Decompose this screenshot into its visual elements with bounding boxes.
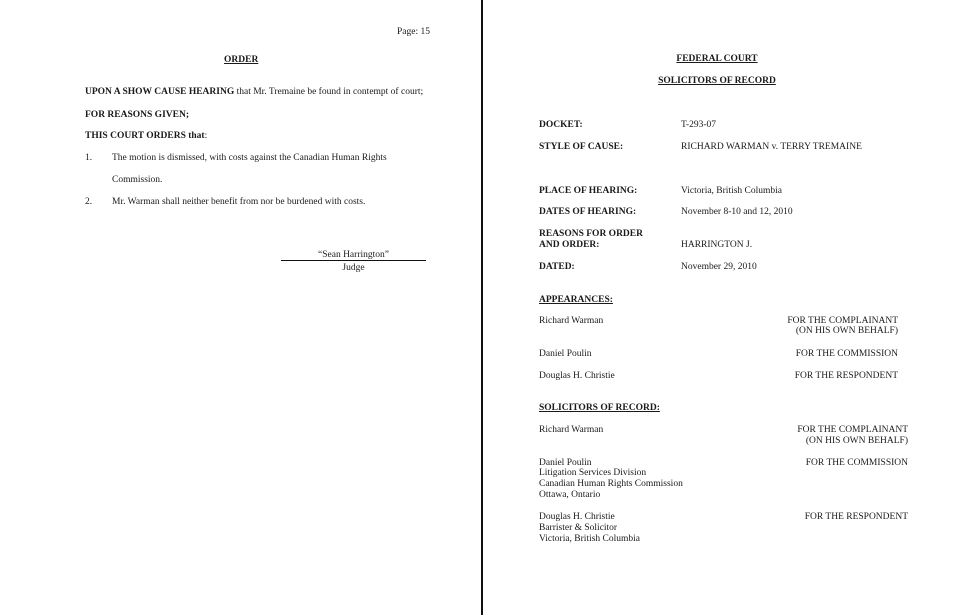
dated-value: November 29, 2010 — [681, 262, 757, 272]
place-label: PLACE OF HEARING: — [539, 186, 638, 196]
show-cause-line — [85, 87, 423, 97]
order-item-text: The motion is dismissed, with costs against the Canadian Human Rights — [112, 153, 387, 163]
docket-value: T-293-07 — [681, 120, 717, 130]
court-orders-bold: THIS COURT ORDERS that — [85, 131, 205, 141]
appearances-heading: APPEARANCES: — [539, 295, 613, 305]
appearance-role: FOR THE RESPONDENT — [794, 371, 898, 381]
reasons-given: FOR REASONS GIVEN; — [85, 110, 189, 120]
court-orders-line — [85, 131, 207, 141]
signature-line — [281, 260, 426, 261]
solicitor-line: Victoria, British Columbia — [539, 534, 641, 544]
solicitor-role-cont: (ON HIS OWN BEHALF) — [805, 436, 908, 446]
show-cause-rest: that Mr. Tremaine be found in contempt of court; — [234, 87, 424, 97]
reasons-label: REASONS FOR ORDER — [539, 229, 643, 239]
court-heading: FEDERAL COURT — [676, 54, 758, 64]
appearance-name: Daniel Poulin — [539, 349, 592, 359]
appearance-role-cont: (ON HIS OWN BEHALF) — [795, 326, 898, 336]
appearance-role: FOR THE COMMISSION — [795, 349, 898, 359]
solicitor-line: Ottawa, Ontario — [539, 490, 601, 500]
page-number: Page: 15 — [397, 27, 430, 37]
style-value: RICHARD WARMAN v. TERRY TREMAINE — [681, 142, 862, 152]
place-value: Victoria, British Columbia — [681, 186, 783, 196]
solicitor-line: Richard Warman — [539, 425, 604, 435]
solicitor-line: Canadian Human Rights Commission — [539, 479, 683, 489]
solicitor-line: Barrister & Solicitor — [539, 523, 618, 533]
docket-label: DOCKET: — [539, 120, 583, 130]
appearance-name: Richard Warman — [539, 316, 604, 326]
court-orders-colon: : — [204, 131, 208, 141]
solicitor-line: Daniel Poulin — [539, 458, 592, 468]
style-label: STYLE OF CAUSE: — [539, 142, 624, 152]
solicitors-title: SOLICITORS OF RECORD — [658, 76, 776, 86]
reasons-value: HARRINGTON J. — [681, 240, 753, 250]
judge-title: Judge — [342, 263, 365, 273]
solicitor-line: Douglas H. Christie — [539, 512, 615, 522]
appearance-role: FOR THE COMPLAINANT — [787, 316, 898, 326]
solicitors-heading: SOLICITORS OF RECORD: — [539, 403, 660, 413]
order-item-number: 1. — [85, 153, 93, 163]
order-item-number: 2. — [85, 197, 93, 207]
order-heading: ORDER — [224, 55, 259, 65]
page-divider — [481, 0, 483, 615]
reasons-label-cont: AND ORDER: — [539, 240, 600, 250]
solicitor-line: Litigation Services Division — [539, 468, 647, 478]
judge-signature: “Sean Harrington” — [318, 250, 389, 260]
solicitor-role: FOR THE COMMISSION — [805, 458, 908, 468]
order-item-text: Mr. Warman shall neither benefit from nor be burdened with costs. — [112, 197, 366, 207]
appearance-name: Douglas H. Christie — [539, 371, 615, 381]
show-cause-bold: UPON A SHOW CAUSE HEARING — [85, 87, 235, 97]
solicitor-role: FOR THE COMPLAINANT — [797, 425, 908, 435]
dates-label: DATES OF HEARING: — [539, 207, 637, 217]
solicitor-role: FOR THE RESPONDENT — [804, 512, 908, 522]
dated-label: DATED: — [539, 262, 575, 272]
dates-value: November 8-10 and 12, 2010 — [681, 207, 793, 217]
order-item-text-cont: Commission. — [112, 175, 163, 185]
